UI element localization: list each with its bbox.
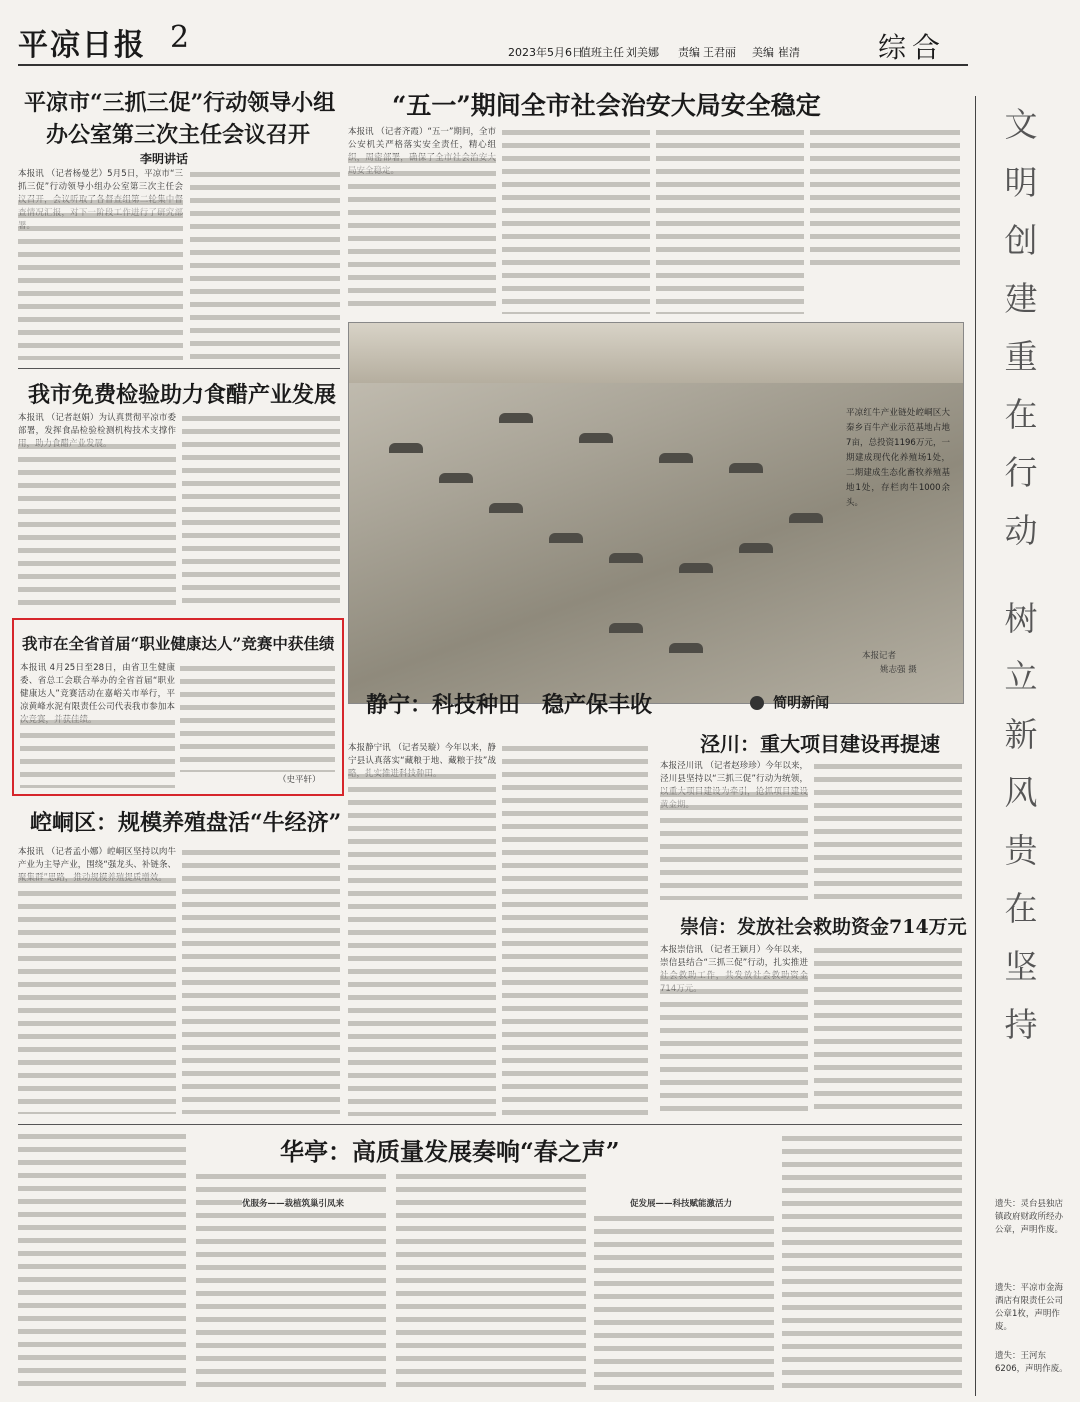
- article-9-text: [594, 1212, 774, 1390]
- photo-credit: 姚志强 摄: [880, 665, 917, 675]
- article-6-text: [348, 770, 496, 1116]
- article-5-text: [182, 846, 340, 1114]
- slogan-char: 明: [1004, 163, 1038, 202]
- divider: [18, 368, 340, 369]
- duty-editor: 刘美娜: [626, 46, 659, 59]
- masthead-rule: [18, 64, 968, 66]
- article-1-title-line1: 平凉市“三抓三促”行动领导小组: [24, 90, 336, 116]
- slogan-char: 文: [1004, 105, 1038, 144]
- slogan-char: 坚: [1004, 947, 1038, 986]
- art-label: 美编: [752, 46, 774, 59]
- article-8-title: 崇信：发放社会救助资金714万元: [680, 916, 967, 938]
- responsible-label: 责编: [678, 46, 700, 59]
- article-7-lead: 本报泾川讯 （记者赵珍珍）今年以来，泾川县坚持以“三抓三促”行动为统领，: [660, 761, 808, 784]
- article-7-title: 泾川：重大项目建设再提速: [700, 732, 940, 756]
- brief-badge-label: 简明新闻: [773, 695, 830, 712]
- article-6-lead: 本报静宁讯 （记者吴璇）今年以来，静宁县认真落实“藏粮于地、藏粮于技”战: [348, 743, 496, 766]
- article-9-title: 华亭：高质量发展奏响“春之声”: [280, 1137, 620, 1166]
- article-2-lead: 本报讯 （记者齐霞）“五一”期间，全市公安机关严格落实安全责任，精心组: [348, 127, 496, 150]
- article-1-text: [190, 168, 340, 360]
- article-7-text: [660, 788, 808, 900]
- divider: [18, 1124, 962, 1125]
- article-5-lead: 本报讯 （记者孟小娜）崆峒区坚持以肉牛产业为主导产业，围绕“强龙头、补链条、: [18, 847, 176, 870]
- notice: 遗失：灵台县独店镇政府财政所经办公章，声明作废。: [995, 1199, 1064, 1235]
- article-4-text: [20, 716, 175, 788]
- page-number: 2: [170, 20, 190, 55]
- article-3-title: 我市免费检验助力食醋产业发展: [28, 382, 337, 408]
- article-5-title: 崆峒区：规模养殖盘活“牛经济”: [30, 810, 342, 836]
- article-4-text: [180, 662, 335, 772]
- slogan-char: 创: [1004, 221, 1038, 260]
- issue-date: 2023年5月6日: [508, 46, 583, 59]
- responsible-editor: 王君丽: [703, 46, 736, 59]
- slogan-char: 建: [1004, 279, 1038, 318]
- article-7-text: [814, 760, 962, 900]
- slogan-char: 贵: [1004, 831, 1038, 870]
- article-1-subtitle: 李明讲话: [140, 152, 189, 166]
- article-4-title: 我市在全省首届“职业健康达人”竞赛中获佳绩: [22, 634, 335, 653]
- photo-credit-label: 本报记者: [862, 651, 897, 661]
- article-9-continued-text: [18, 1130, 186, 1390]
- article-3-text: [18, 440, 176, 608]
- slogan-char: 持: [1004, 1005, 1038, 1044]
- article-8-text: [660, 972, 808, 1116]
- slogan-char: 风: [1004, 773, 1038, 812]
- slogan-char: 立: [1004, 657, 1038, 696]
- paper-name: 平凉日报: [18, 28, 146, 63]
- slogan-char: 在: [1004, 395, 1038, 434]
- article-2-title: “五一”期间全市社会治安大局安全稳定: [392, 91, 821, 120]
- section-title: 综合: [878, 31, 947, 64]
- article-6-title: 静宁：科技种田 稳产保丰收: [366, 692, 653, 718]
- article-9-text: [782, 1132, 962, 1390]
- article-9-subhead-2: 促发展——科技赋能激活力: [630, 1198, 770, 1211]
- article-5-text: [18, 874, 176, 1114]
- article-2-text: [348, 154, 496, 314]
- article-3-text: [182, 412, 340, 608]
- article-1-text: [18, 196, 183, 360]
- slogan-char: 在: [1004, 889, 1038, 928]
- article-8-lead: 本报崇信讯 （记者王颖月）今年以来，崇信县结合“三抓三促”行动，扎实推进: [660, 945, 808, 968]
- article-9-subhead-1: 优服务——栽植筑巢引凤来: [242, 1198, 392, 1211]
- article-2-text: [656, 126, 804, 314]
- slogan-char: 新: [1004, 715, 1038, 754]
- art-editor: 崔清: [778, 46, 800, 59]
- slogan-char: 树: [1004, 599, 1038, 638]
- photo-caption: 平凉红牛产业链处崆峒区大秦乡百牛产业示范基地占地7亩，总投资1196万元，一期建成现代化养殖场1处，二期建成生态化畜牧养殖基地1处，存栏肉牛1000余头。: [846, 408, 950, 508]
- brief-badge: [750, 692, 870, 720]
- article-2-text: [502, 126, 650, 314]
- article-6-text: [502, 742, 648, 1116]
- slogan-char: 重: [1004, 337, 1038, 376]
- badge-icon: [750, 696, 764, 710]
- article-9-text: [396, 1170, 586, 1390]
- slogan-char: 动: [1004, 511, 1038, 550]
- article-1-title-line2: 办公室第三次主任会议召开: [46, 122, 311, 148]
- notice: 遗失：王河东6206，声明作废。: [995, 1351, 1068, 1374]
- notice: 遗失：平凉市金海酒店有限责任公司公章1枚，声明作废。: [995, 1283, 1064, 1332]
- article-8-text: [814, 944, 962, 1116]
- slogan-char: 行: [1004, 453, 1038, 492]
- duty-editor-label: 值班主任: [580, 46, 624, 59]
- article-3-lead: 本报讯 （记者赵娟）为认真贯彻平凉市委部署，发挥食品检验检测机构技术支撑作: [18, 413, 176, 436]
- article-4-byline: （史平轩）: [278, 775, 321, 785]
- article-2-text: [810, 126, 960, 266]
- article-4-lead: 本报讯 4月25日至28日，由省卫生健康委、省总工会联合举办的全省首届“职业健康达人”竞赛活动在嘉峪关市举行，平凉黄峰水泥有限责任公司代表我市参加本: [20, 663, 175, 712]
- article-1-lead: 本报讯 （记者杨曼艺）5月5日，平凉市“三抓三促”行动领导小组办公室第三次主任会: [18, 169, 183, 192]
